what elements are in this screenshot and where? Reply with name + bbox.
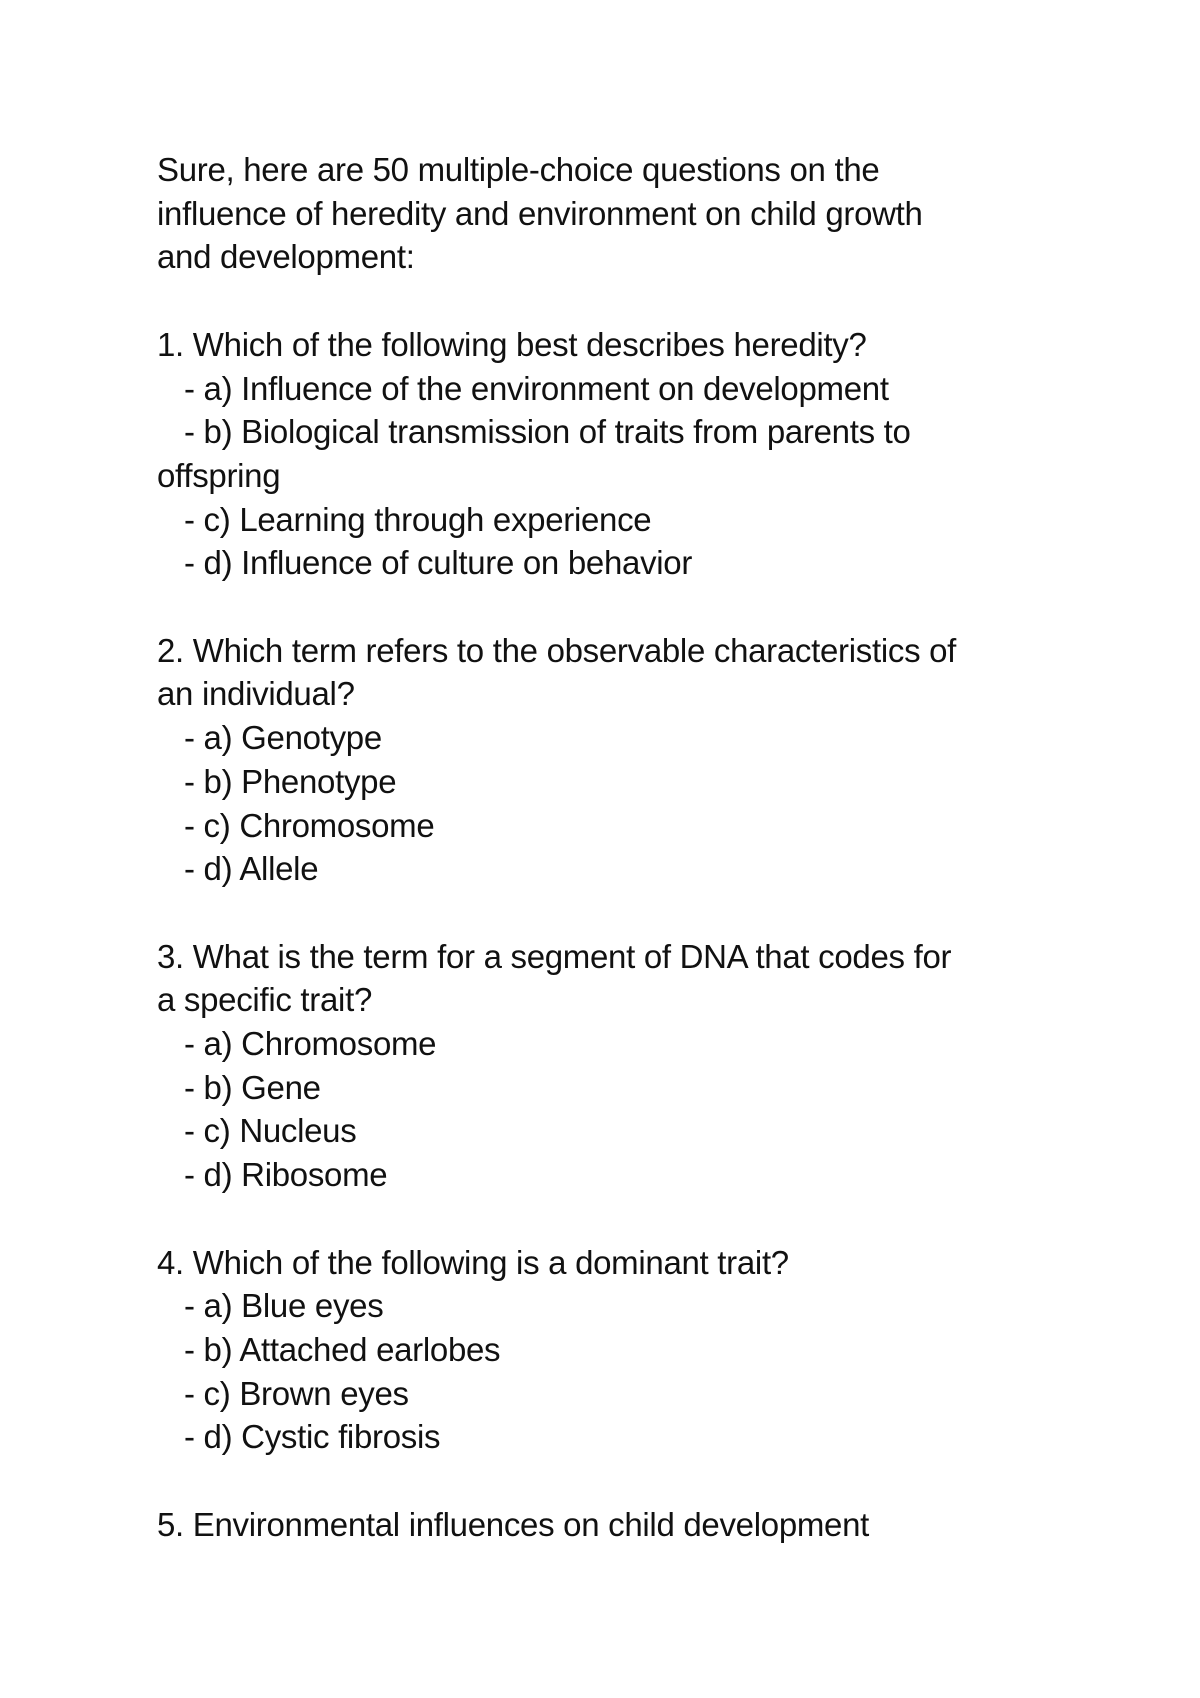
- option-d: [157, 847, 1057, 891]
- option-text: - b) Biological transmission of traits from parents to: [184, 413, 911, 451]
- question-stem: 5. Environmental influences on child development: [157, 1505, 870, 1543]
- option-d: [157, 1415, 1057, 1459]
- option-text: - b) Gene: [184, 1068, 321, 1106]
- option-text: - d) Allele: [184, 850, 319, 888]
- option-text: - a) Influence of the environment on development: [184, 369, 889, 407]
- intro-line: and development:: [157, 238, 415, 276]
- option-b: [157, 410, 1057, 454]
- option-b: [157, 1328, 1057, 1372]
- option-d: [157, 1153, 1057, 1197]
- question-stem: 4. Which of the following is a dominant trait?: [157, 1243, 789, 1281]
- option-b: [157, 1066, 1057, 1110]
- intro-line: Sure, here are 50 multiple-choice questions on the: [157, 151, 880, 188]
- question-4: [157, 1241, 1057, 1460]
- option-text: - b) Attached earlobes: [184, 1330, 501, 1368]
- option-a: [157, 1022, 1057, 1066]
- option-c: [157, 804, 1057, 848]
- option-text: - b) Phenotype: [184, 762, 397, 800]
- option-text: - a) Chromosome: [184, 1025, 437, 1063]
- question-2: [157, 629, 1057, 891]
- option-text: - d) Cystic fibrosis: [184, 1418, 441, 1456]
- document-page: [157, 148, 1057, 1590]
- option-text: - c) Nucleus: [184, 1112, 357, 1150]
- intro-paragraph: [157, 148, 1057, 279]
- option-text: - a) Genotype: [184, 719, 382, 757]
- option-a: [157, 1284, 1057, 1328]
- option-text: - a) Blue eyes: [184, 1287, 384, 1325]
- question-stem: a specific trait?: [157, 981, 372, 1019]
- question-1: [157, 323, 1057, 585]
- option-text: - c) Learning through experience: [184, 500, 652, 538]
- intro-line: influence of heredity and environment on child growth: [157, 194, 923, 232]
- option-d: [157, 541, 1057, 585]
- option-text: - c) Chromosome: [184, 806, 435, 844]
- option-text: - d) Influence of culture on behavior: [184, 544, 693, 582]
- question-stem: 2. Which term refers to the observable characteristics of: [157, 631, 957, 669]
- question-5: [157, 1503, 1057, 1547]
- option-c: [157, 1109, 1057, 1153]
- option-c: [157, 1372, 1057, 1416]
- option-a: [157, 716, 1057, 760]
- option-b-continuation: offspring: [157, 456, 281, 494]
- option-c: [157, 498, 1057, 542]
- option-a: [157, 367, 1057, 411]
- question-stem: 1. Which of the following best describes heredity?: [157, 325, 867, 363]
- option-text: - c) Brown eyes: [184, 1374, 409, 1412]
- question-3: [157, 935, 1057, 1197]
- question-stem: an individual?: [157, 675, 355, 713]
- option-text: - d) Ribosome: [184, 1156, 388, 1194]
- question-stem: 3. What is the term for a segment of DNA that codes for: [157, 937, 952, 975]
- option-b: [157, 760, 1057, 804]
